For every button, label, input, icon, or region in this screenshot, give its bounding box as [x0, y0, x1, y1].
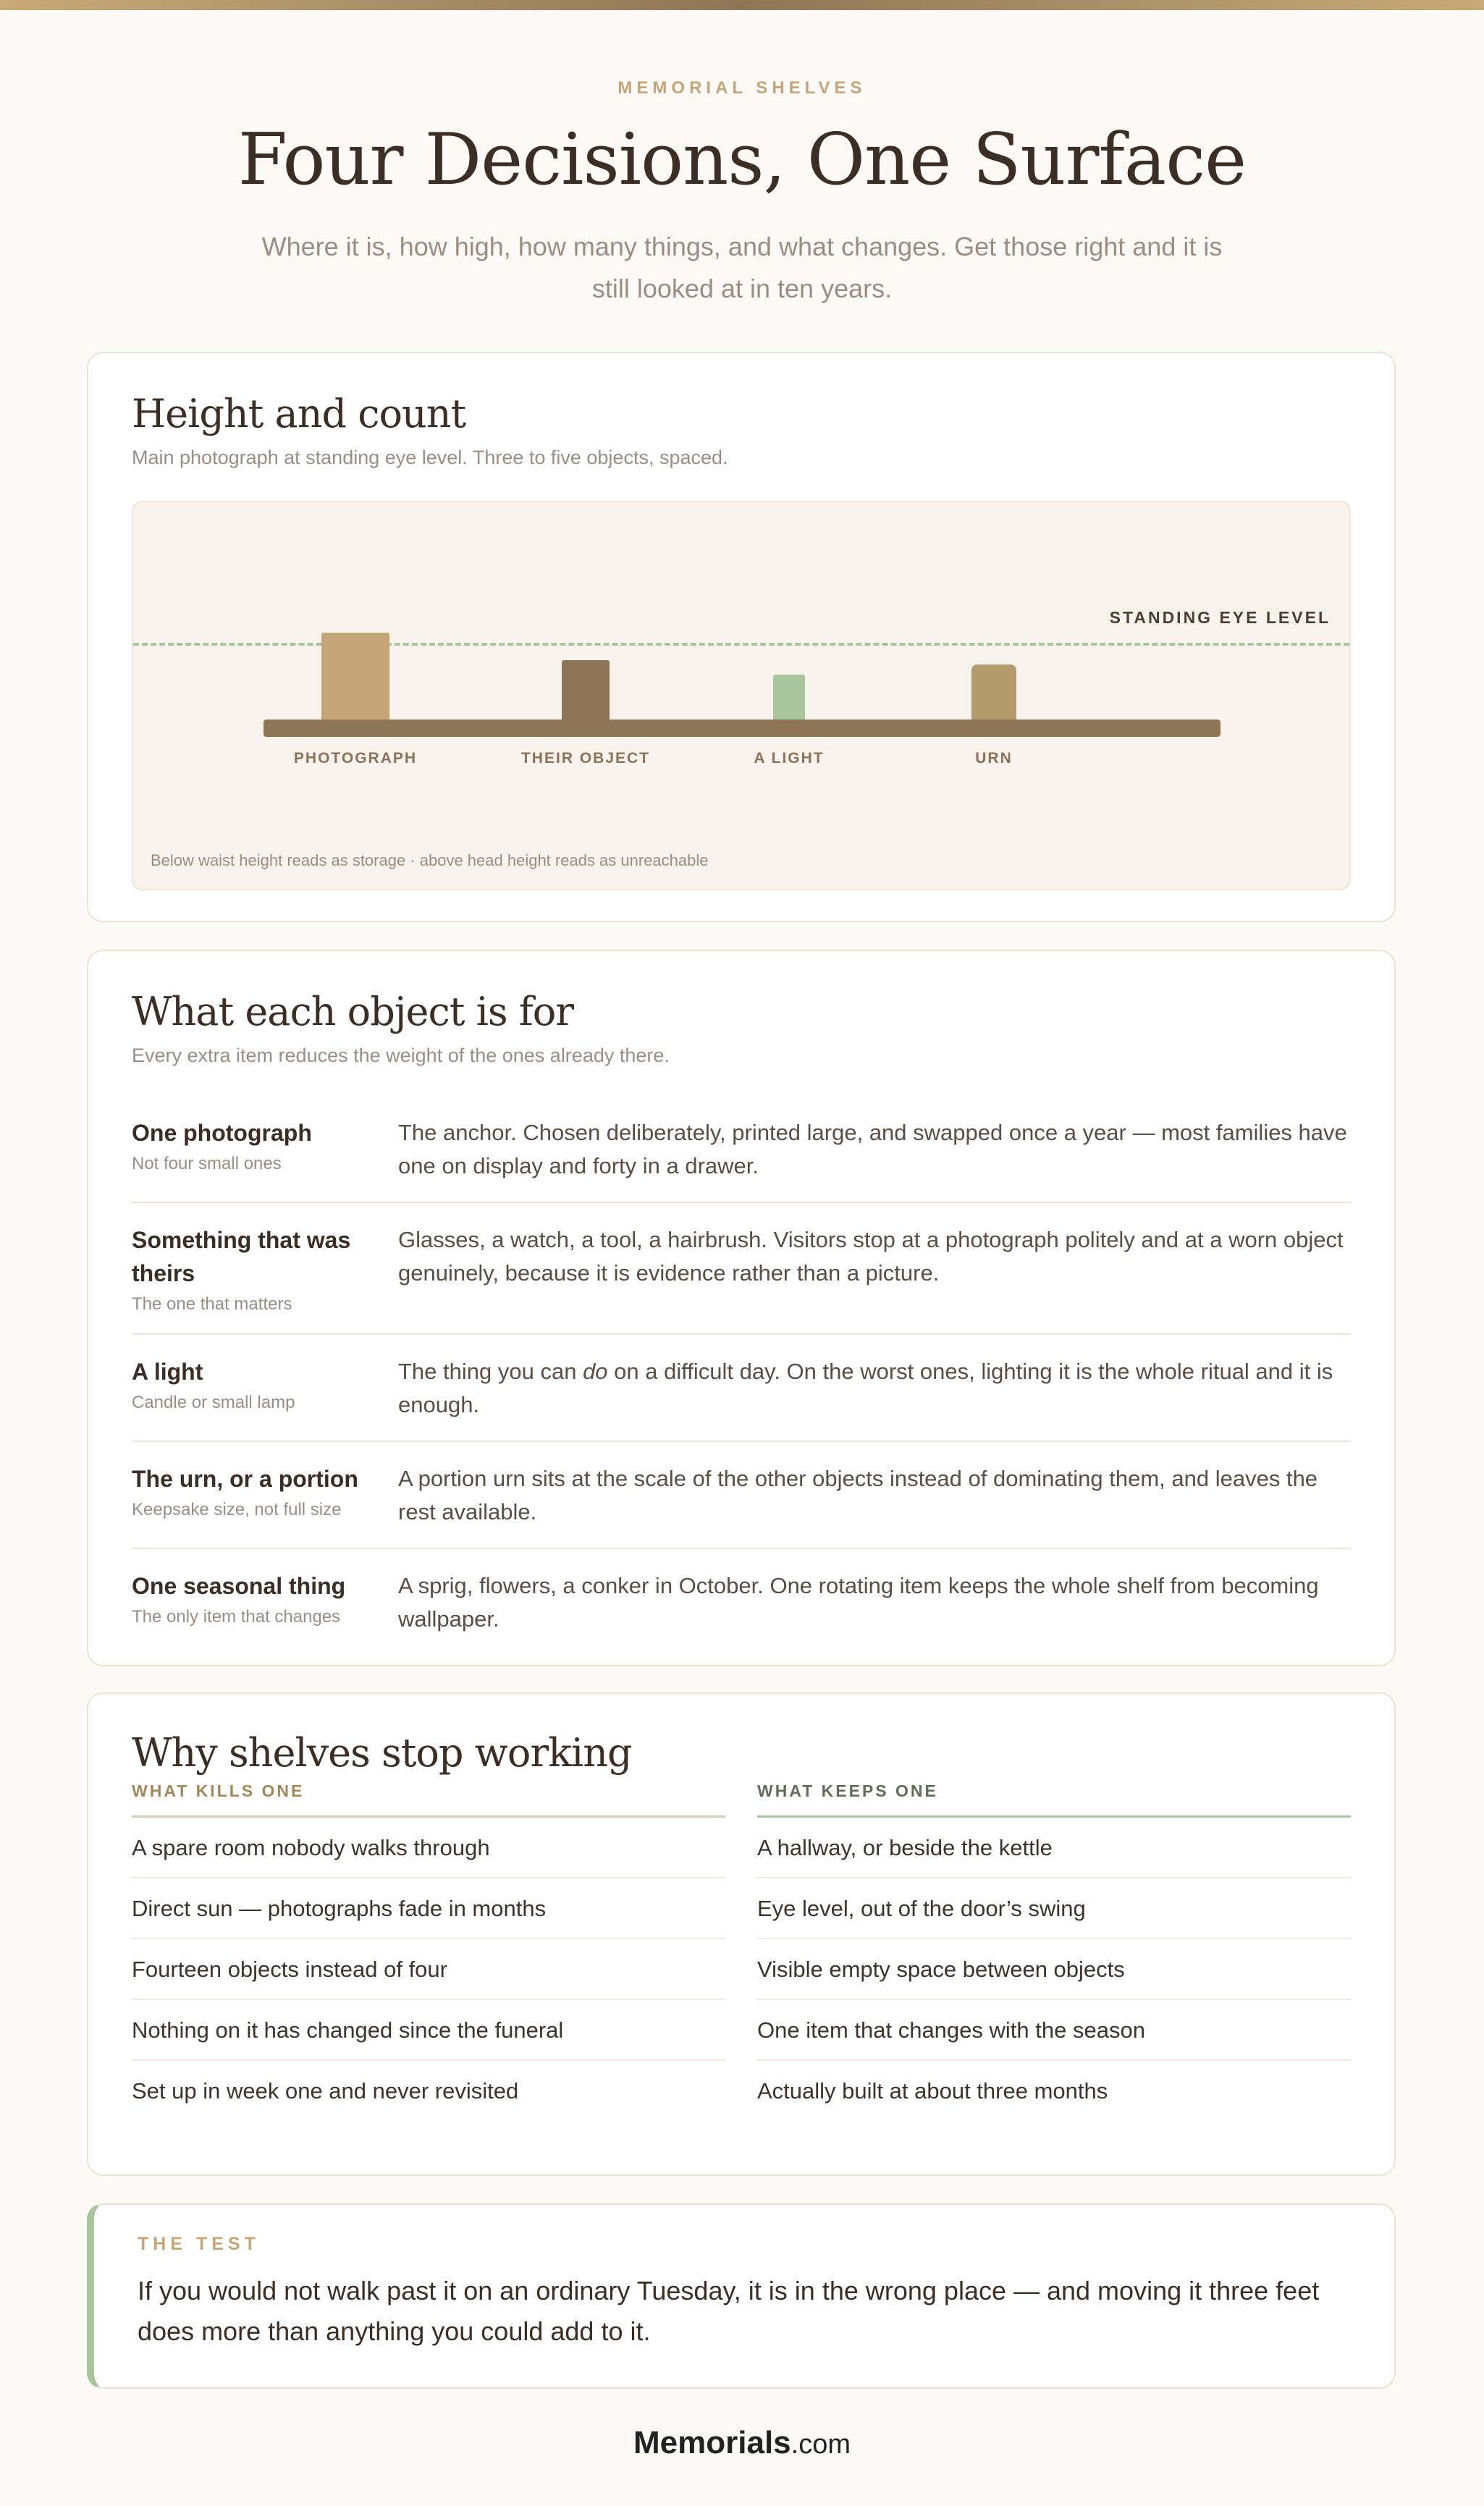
test-label: THE TEST — [138, 2234, 260, 2254]
object-note: Keepsake size, not full size — [132, 1500, 342, 1519]
test-text: If you would not walk past it on an ordinary Tuesday, it is in the wrong place — and moving it three feet does more than anything you could add to it. — [138, 2276, 1320, 2346]
card-title: Why shelves stop working — [132, 1730, 632, 1776]
object-name: One seasonal thing — [132, 1573, 346, 1599]
their-object — [562, 660, 610, 721]
page-subtitle: Where it is, how high, how many things, and what changes. Get those right and it is still looked at in ten years. — [261, 232, 1223, 303]
test-callout — [87, 2203, 1396, 2389]
light-label: A LIGHT — [754, 750, 825, 767]
keeps-heading: WHAT KEEPS ONE — [757, 1781, 1351, 1818]
object-row — [132, 1203, 1351, 1335]
kills-heading: WHAT KILLS ONE — [132, 1781, 725, 1818]
kills-column — [132, 1781, 725, 2120]
object-note: Candle or small lamp — [132, 1393, 295, 1412]
objects-card — [87, 950, 1396, 1666]
object-name: A light — [132, 1359, 203, 1385]
object-description: A sprig, flowers, a conker in October. One rotating item keeps the whole shelf from becoming wallpaper. — [398, 1573, 1319, 1632]
photograph-label: PHOTOGRAPH — [293, 750, 418, 767]
urn-object — [971, 665, 1016, 721]
object-row — [132, 1442, 1351, 1549]
light-object — [773, 675, 805, 721]
list-item: One item that changes with the season — [757, 2000, 1351, 2061]
object-row — [132, 1549, 1351, 1655]
shelf-diagram — [132, 501, 1351, 890]
list-item: Eye level, out of the door’s swing — [757, 1878, 1351, 1939]
card-title: Height and count — [132, 391, 466, 436]
card-subtitle: Main photograph at standing eye level. Three to five objects, spaced. — [132, 447, 728, 468]
urn-label: URN — [975, 750, 1013, 767]
list-item: Set up in week one and never revisited — [132, 2078, 519, 2104]
object-name: One photograph — [132, 1120, 312, 1146]
list-item: Direct sun — photographs fade in months — [132, 1878, 725, 1939]
object-rows — [132, 1096, 1351, 1655]
photograph-object — [321, 633, 389, 721]
list-item: Actually built at about three months — [757, 2078, 1108, 2104]
object-note: The one that matters — [132, 1294, 292, 1314]
object-note: Not four small ones — [132, 1154, 282, 1173]
their-object-label: THEIR OBJECT — [520, 750, 650, 767]
list-item: Fourteen objects instead of four — [132, 1939, 725, 2000]
page-header — [0, 78, 1484, 310]
keeps-column — [757, 1781, 1351, 2120]
eye-level-label: STANDING EYE LEVEL — [1109, 608, 1331, 627]
eyebrow: MEMORIAL SHELVES — [617, 78, 867, 98]
object-name: Something that was theirs — [132, 1227, 351, 1286]
description-emphasis: do — [583, 1359, 608, 1384]
description-text: The thing you can — [398, 1359, 583, 1384]
object-row — [132, 1096, 1351, 1203]
object-name: The urn, or a portion — [132, 1466, 358, 1492]
shelf-plank — [264, 720, 1220, 737]
object-row — [132, 1335, 1351, 1442]
list-item: A hallway, or beside the kettle — [757, 1818, 1351, 1878]
logo-suffix: .com — [791, 2429, 851, 2460]
card-subtitle: Every extra item reduces the weight of the ones already there. — [132, 1045, 670, 1066]
object-description: A portion urn sits at the scale of the other objects instead of dominating them, and leaves the rest available. — [398, 1466, 1318, 1524]
height-count-card — [87, 352, 1396, 922]
list-item: A spare room nobody walks through — [132, 1818, 725, 1878]
page-title: Four Decisions, One Surface — [237, 119, 1247, 201]
card-title: What each object is for — [132, 989, 574, 1034]
eye-level-line — [133, 643, 1349, 646]
list-item: Nothing on it has changed since the funeral — [132, 2000, 725, 2061]
description-text: on a difficult day. On the worst ones, lighting it is the whole ritual and it is enough. — [398, 1359, 1333, 1417]
object-note: The only item that changes — [132, 1607, 341, 1627]
logo-main: Memorials — [633, 2425, 791, 2460]
object-description — [398, 1355, 1351, 1422]
why-card — [87, 1692, 1396, 2176]
list-item: Visible empty space between objects — [757, 1939, 1351, 2000]
memorials-logo — [0, 2425, 1484, 2461]
top-accent-bar — [0, 0, 1484, 10]
object-description: Glasses, a watch, a tool, a hairbrush. Visitors stop at a photograph politely and at a worn object genuinely, because it is evidence rather than a picture. — [398, 1227, 1344, 1286]
object-description: The anchor. Chosen deliberately, printed large, and swapped once a year — most families have one on display and forty in a drawer. — [398, 1120, 1347, 1178]
diagram-footnote: Below waist height reads as storage · above head height reads as unreachable — [151, 851, 709, 869]
